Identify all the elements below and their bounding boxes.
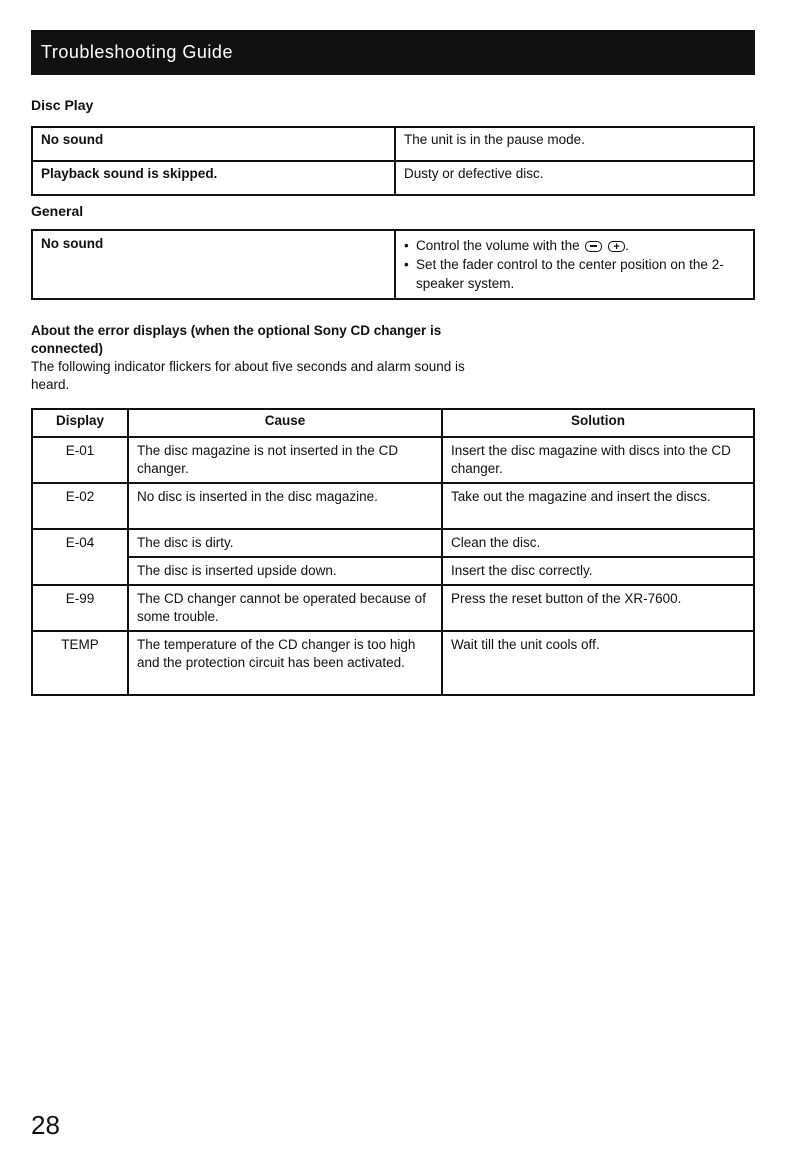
display-code: E-02 (32, 483, 128, 529)
display-code: TEMP (32, 631, 128, 695)
table-row (32, 585, 754, 631)
volume-down-icon (585, 241, 602, 252)
table-row (32, 557, 754, 585)
symptom-cell: No sound (32, 127, 395, 161)
solution-cell: Insert the disc magazine with discs into the CD changer. (442, 437, 754, 483)
list-item (404, 236, 745, 255)
error-intro (31, 322, 501, 394)
table-row (32, 230, 754, 299)
general-heading: General (31, 203, 84, 219)
table-row (32, 483, 754, 529)
solution-cell: Wait till the unit cools off. (442, 631, 754, 695)
display-code: E-99 (32, 585, 128, 631)
solution-cell: Insert the disc correctly. (442, 557, 754, 585)
symptom-cell: No sound (32, 230, 395, 299)
display-code: E-01 (32, 437, 128, 483)
page-title: Troubleshooting Guide (31, 30, 755, 75)
disc-play-heading: Disc Play (31, 97, 94, 113)
cause-cell: Dusty or defective disc. (395, 161, 754, 195)
column-header-display: Display (32, 409, 128, 437)
cause-cell: The disc magazine is not inserted in the CD changer. (128, 437, 442, 483)
solution-cell: Press the reset button of the XR-7600. (442, 585, 754, 631)
error-heading: About the error displays (when the optional Sony CD changer is connected) (31, 323, 442, 356)
error-description: The following indicator flickers for about five seconds and alarm sound is heard. (31, 359, 465, 392)
solution-cell: Clean the disc. (442, 529, 754, 557)
solution-cell: Take out the magazine and insert the discs. (442, 483, 754, 529)
page-number: 28 (31, 1110, 60, 1140)
volume-up-icon (608, 241, 625, 252)
table-row (32, 127, 754, 161)
cause-cell: The disc is dirty. (128, 529, 442, 557)
remedy-text: Control the volume with the (416, 238, 580, 253)
general-table (31, 229, 755, 300)
disc-play-table (31, 126, 755, 196)
cause-cell: The temperature of the CD changer is too high and the protection circuit has been activated. (128, 631, 442, 695)
display-code (32, 557, 128, 585)
cause-cell: The disc is inserted upside down. (128, 557, 442, 585)
remedy-cell (395, 230, 754, 299)
cause-cell: The unit is in the pause mode. (395, 127, 754, 161)
table-header-row (32, 409, 754, 437)
table-row (32, 161, 754, 195)
table-row (32, 529, 754, 557)
remedy-list (404, 236, 745, 293)
column-header-solution: Solution (442, 409, 754, 437)
table-row (32, 631, 754, 695)
error-display-table (31, 408, 755, 696)
cause-cell: No disc is inserted in the disc magazine. (128, 483, 442, 529)
list-item: • Set the fader control to the center position on the 2-speaker system. (404, 255, 745, 293)
remedy-suffix: . (625, 238, 629, 253)
table-row (32, 437, 754, 483)
symptom-cell: Playback sound is skipped. (32, 161, 395, 195)
display-code: E-04 (32, 529, 128, 557)
cause-cell: The CD changer cannot be operated because of some trouble. (128, 585, 442, 631)
column-header-cause: Cause (128, 409, 442, 437)
